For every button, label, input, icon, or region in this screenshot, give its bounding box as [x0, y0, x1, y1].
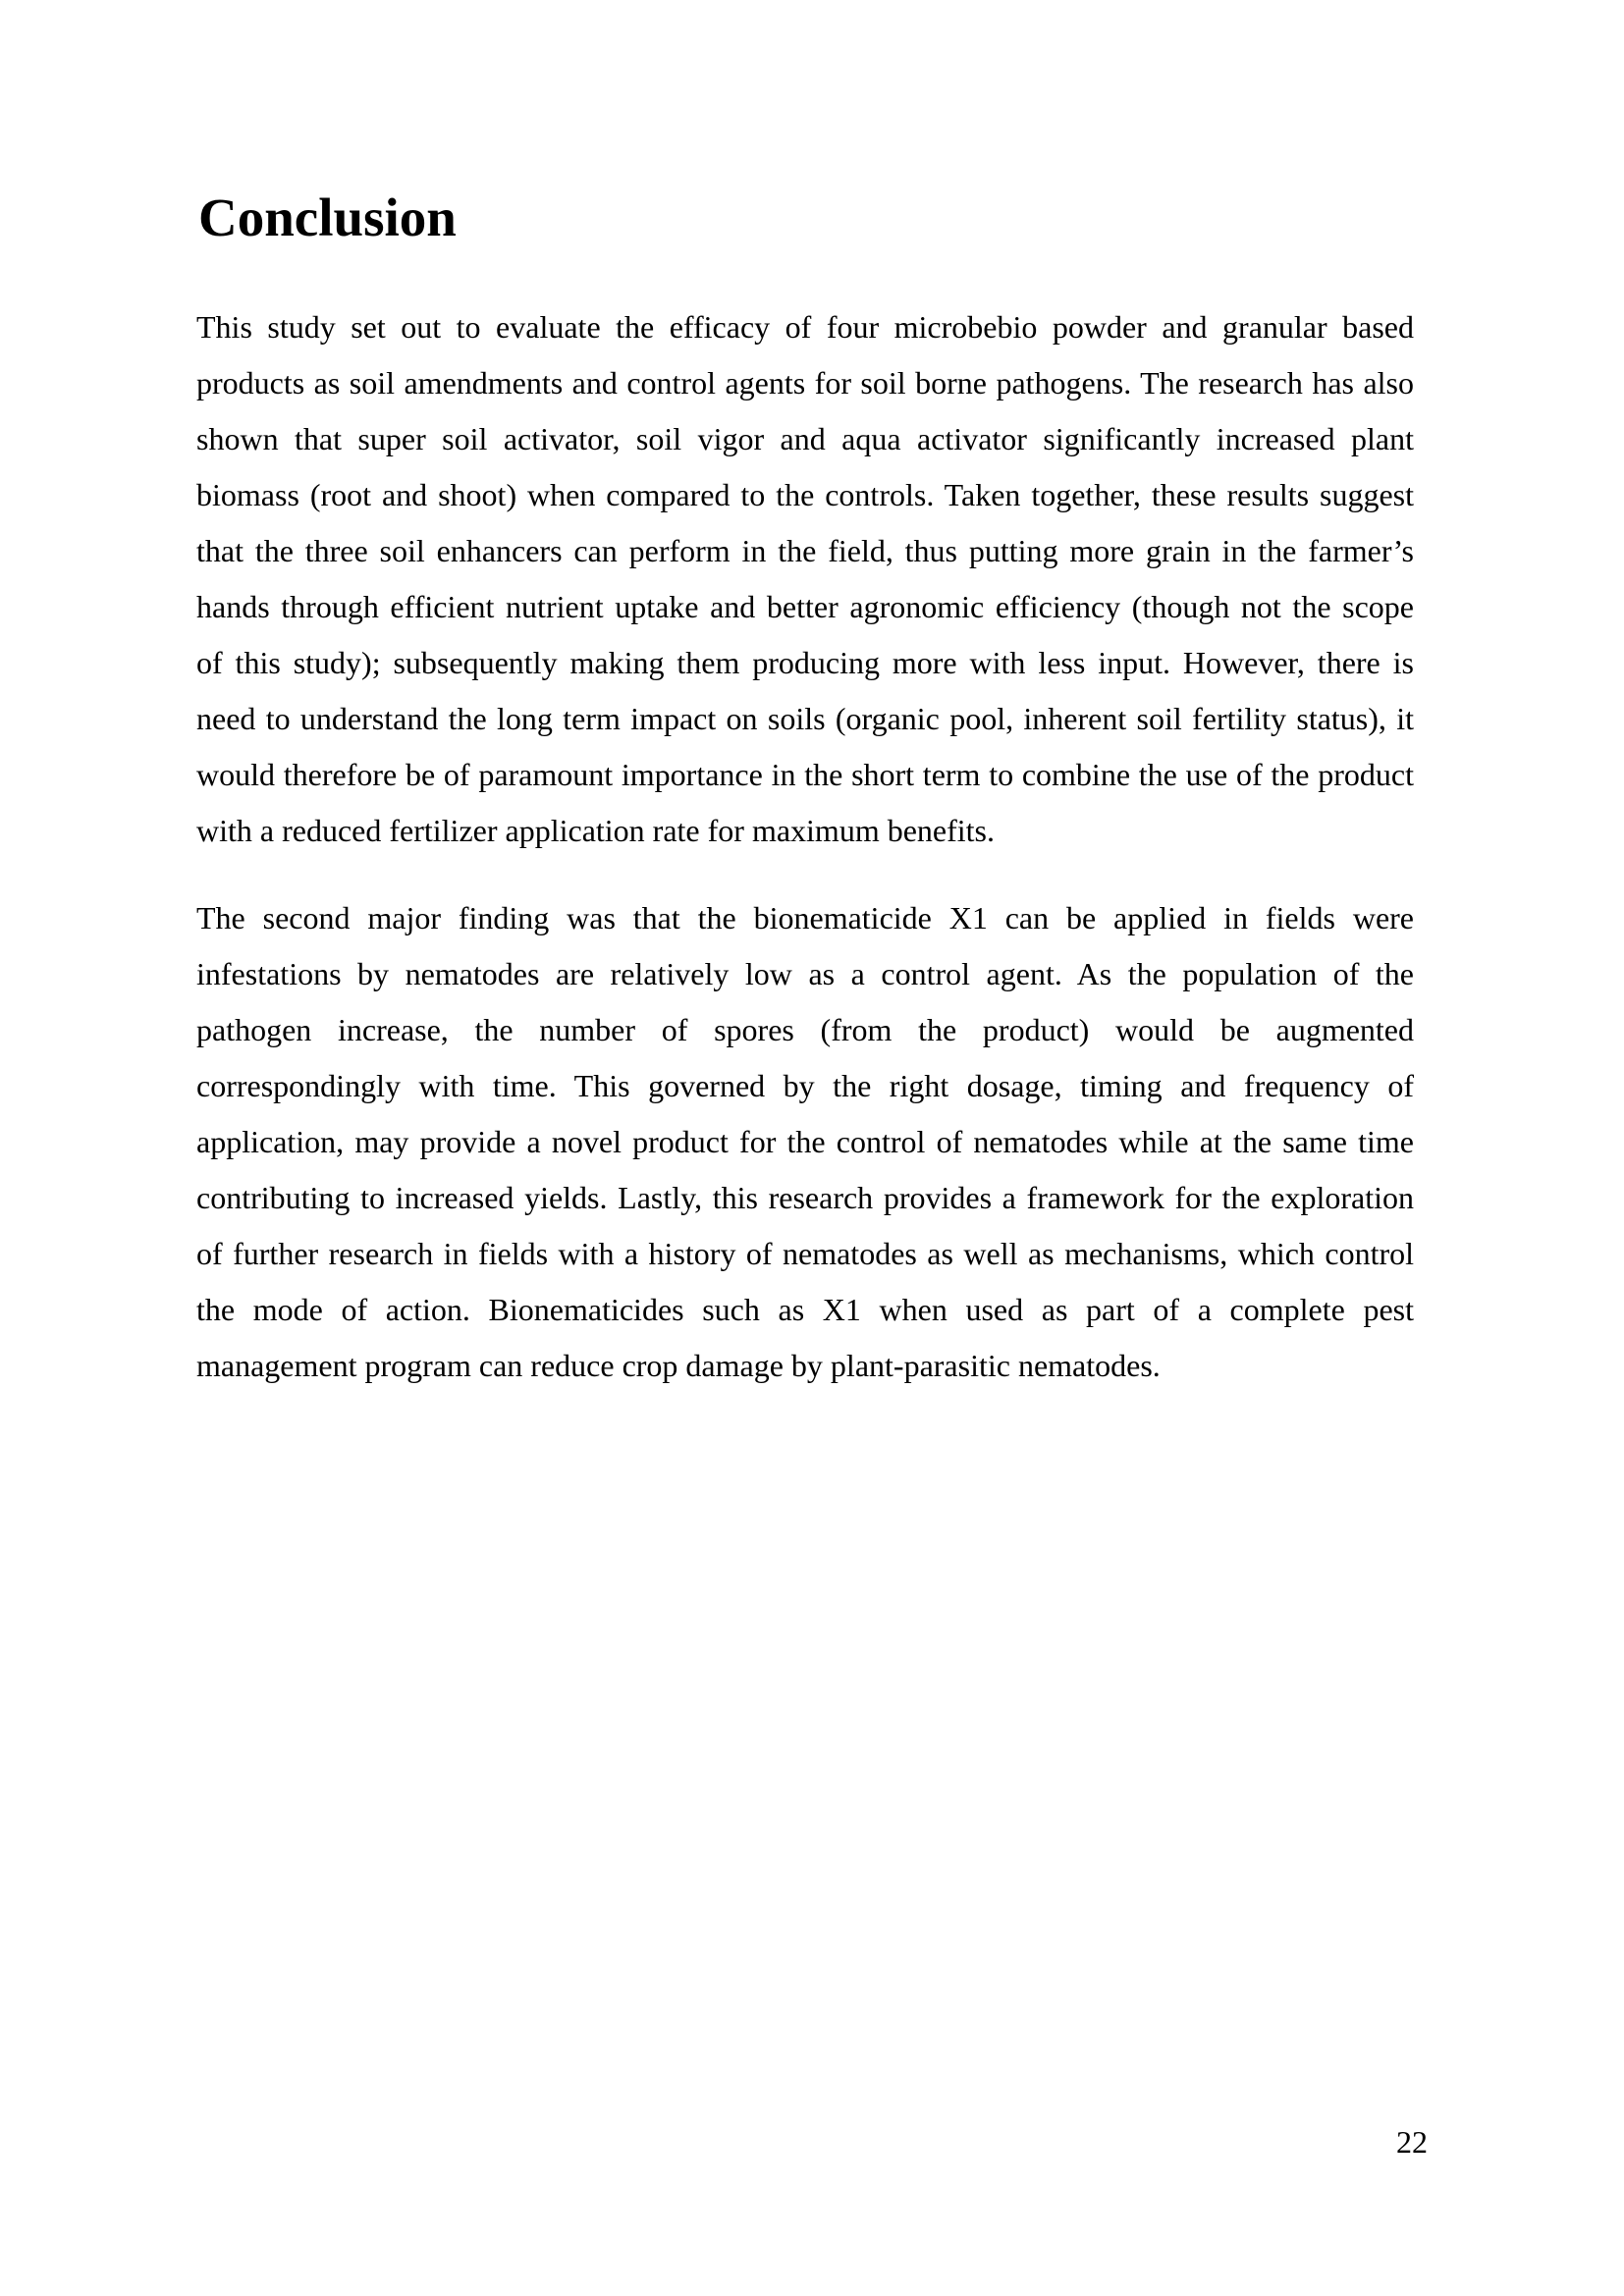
section-heading: Conclusion: [198, 187, 457, 247]
text-line: contributing to increased yields. Lastly, this research provides a framework for the exploration: [196, 1180, 1414, 1215]
text-line: This study set out to evaluate the efficacy of four microbebio powder and granular based: [196, 309, 1414, 345]
text-line: of further research in fields with a history of nematodes as well as mechanisms, which control: [196, 1236, 1414, 1271]
text-line: need to understand the long term impact on soils (organic pool, inherent soil fertility status), it: [196, 701, 1414, 736]
text-line: pathogen increase, the number of spores (from the product) would be augmented: [196, 1012, 1414, 1047]
page-number: 22: [1396, 2124, 1428, 2160]
text-line: the mode of action. Bionematicides such as X1 when used as part of a complete pest: [196, 1292, 1414, 1327]
text-line: infestations by nematodes are relatively low as a control agent. As the population of the: [196, 956, 1414, 991]
text-line: products as soil amendments and control agents for soil borne pathogens. The research has also: [196, 365, 1414, 400]
text-line: application, may provide a novel product for the control of nematodes while at the same time: [196, 1124, 1414, 1159]
text-line: The second major finding was that the bionematicide X1 can be applied in fields were: [196, 900, 1414, 935]
text-line: of this study); subsequently making them producing more with less input. However, there is: [196, 645, 1414, 680]
text-line: shown that super soil activator, soil vigor and aqua activator significantly increased plant: [196, 421, 1414, 456]
text-line: would therefore be of paramount importance in the short term to combine the use of the product: [196, 757, 1414, 792]
text-line: that the three soil enhancers can perform in the field, thus putting more grain in the farmer’s: [196, 533, 1414, 568]
paragraph: [196, 890, 1414, 1394]
text-line: biomass (root and shoot) when compared to the controls. Taken together, these results suggest: [196, 477, 1414, 512]
paragraph: [196, 299, 1414, 859]
document-body: [196, 299, 1414, 1425]
text-line: hands through efficient nutrient uptake and better agronomic efficiency (though not the scope: [196, 589, 1414, 624]
text-line: with a reduced fertilizer application rate for maximum benefits.: [196, 813, 995, 848]
text-line: management program can reduce crop damage by plant-parasitic nematodes.: [196, 1348, 1161, 1383]
text-line: correspondingly with time. This governed by the right dosage, timing and frequency of: [196, 1068, 1414, 1103]
